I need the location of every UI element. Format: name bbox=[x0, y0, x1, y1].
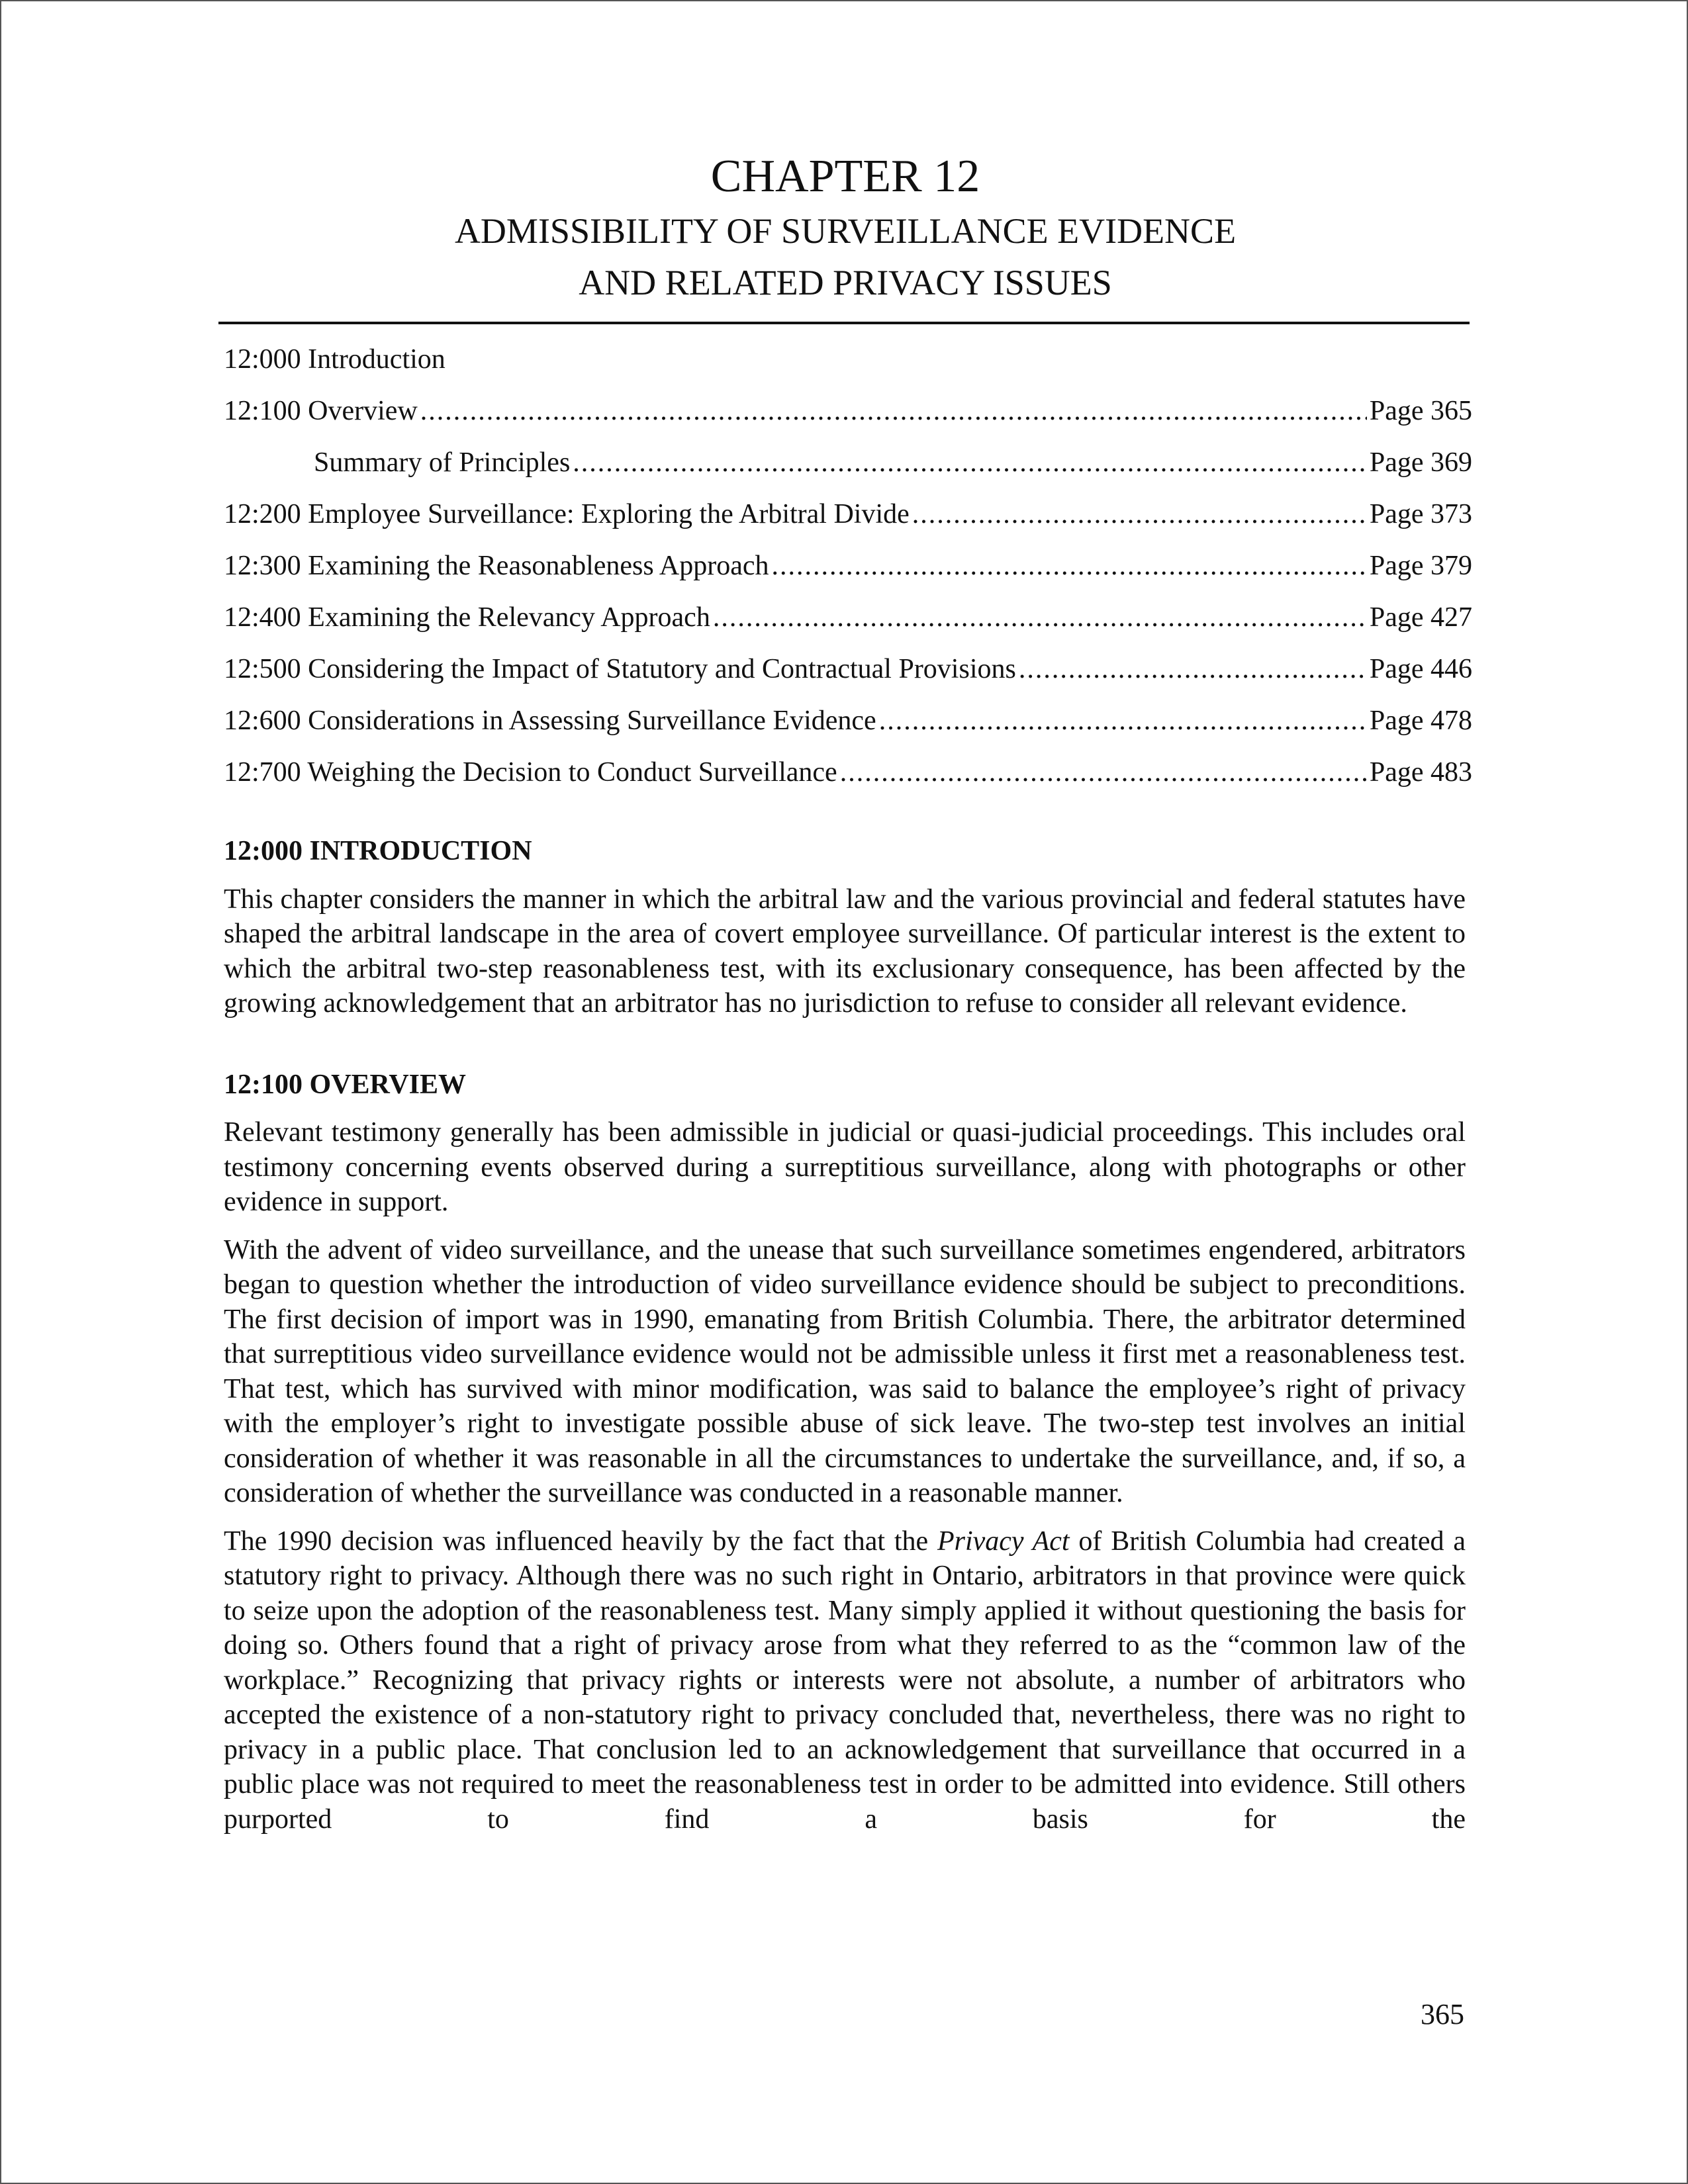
overview-paragraph-3 bbox=[224, 1524, 1466, 1837]
overview-paragraph-2: With the advent of video surveillance, and the unease that such surveillance sometimes engendered, arbitrators began to question whether the introduction of video surveillance evidence should be subject to preconditions. The first decision of import was in 1990, emanating from British Columbia. There, the arbitrator determined that surreptitious video surveillance evidence would not be admissible unless it first met a reasonableness test. That test, which has survived with minor modification, was said to balance the employee’s right of privacy with the employer’s right to investigate possible abuse of sick leave. The two-step test involves an initial consideration of whether it was reasonable in all the circumstances to undertake the surveillance, and, if so, a consideration of whether the surveillance was conducted in a reasonable manner. bbox=[224, 1234, 1466, 1508]
toc-entry-page: Page 369 bbox=[1369, 447, 1472, 478]
toc-entry-label: 12:700 Weighing the Decision to Conduct Surveillance bbox=[224, 757, 837, 788]
toc-entry-page: Page 483 bbox=[1369, 757, 1472, 788]
toc-entry-assessing-evidence[interactable] bbox=[224, 702, 1472, 753]
toc-entry-statutory-provisions[interactable] bbox=[224, 650, 1472, 702]
chapter-header bbox=[1, 148, 1688, 308]
chapter-title-line-1: ADMISSIBILITY OF SURVEILLANCE EVIDENCE bbox=[454, 211, 1237, 251]
toc-entry-page: Page 379 bbox=[1369, 551, 1472, 581]
toc-entry-label: 12:000 Introduction bbox=[224, 344, 445, 375]
toc-leader-dots bbox=[912, 495, 1367, 533]
paragraph-text: The 1990 decision was influenced heavily by the fact that the bbox=[224, 1525, 937, 1557]
toc-entry-summary-of-principles[interactable] bbox=[224, 443, 1472, 495]
toc-entry-label: Summary of Principles bbox=[314, 447, 571, 478]
toc-leader-dots bbox=[713, 598, 1367, 637]
toc-entry-introduction[interactable] bbox=[224, 340, 1472, 392]
toc-entry-page: Page 373 bbox=[1369, 499, 1472, 529]
toc-entry-label: 12:300 Examining the Reasonableness Approach bbox=[224, 551, 769, 581]
toc-entry-overview[interactable] bbox=[224, 392, 1472, 443]
toc-entry-arbitral-divide[interactable] bbox=[224, 495, 1472, 547]
toc-entry-label: 12:200 Employee Surveillance: Exploring the Arbitral Divide bbox=[224, 499, 910, 529]
statute-title: Privacy Act bbox=[937, 1525, 1070, 1557]
section-heading-introduction: 12:000 INTRODUCTION bbox=[224, 836, 532, 866]
toc-leader-dots bbox=[879, 702, 1367, 740]
toc-entry-label: 12:100 Overview bbox=[224, 396, 418, 426]
toc-leader-dots bbox=[772, 547, 1367, 585]
toc-leader-dots bbox=[573, 443, 1367, 482]
toc-entry-label: 12:400 Examining the Relevancy Approach bbox=[224, 602, 710, 633]
toc-entry-label: 12:500 Considering the Impact of Statutory and Contractual Provisions bbox=[224, 654, 1016, 684]
section-heading-overview: 12:100 OVERVIEW bbox=[224, 1069, 467, 1100]
toc-leader-dots bbox=[420, 392, 1367, 430]
overview-paragraph-1: Relevant testimony generally has been admissible in judicial or quasi-judicial proceedings. This includes oral testimony concerning events observed during a surreptitious surveillance, along with photographs or other evidence in support. bbox=[224, 1117, 1466, 1217]
toc-leader-dots bbox=[840, 753, 1367, 792]
toc-entry-page: Page 478 bbox=[1369, 705, 1472, 736]
toc-entry-label: 12:600 Considerations in Assessing Surveillance Evidence bbox=[224, 705, 876, 736]
page-number: 365 bbox=[1421, 1998, 1464, 2030]
header-divider bbox=[218, 322, 1470, 324]
document-body bbox=[224, 834, 1466, 1850]
toc-leader-dots bbox=[1019, 650, 1367, 688]
toc-entry-page: Page 446 bbox=[1369, 654, 1472, 684]
toc-entry-page: Page 365 bbox=[1369, 396, 1472, 426]
chapter-number: CHAPTER 12 bbox=[710, 151, 980, 202]
paragraph-text: of British Columbia had created a statutory right to privacy. Although there was no such right in Ontario, arbitrators in that province were quick to seize upon the adoption of the reasonableness test. Many simply applied it without questioning the basis for doing so. Others found that a right of privacy arose from what they referred to as the “common law of the workplace.” Recognizing that privacy rights or interests were not absolute, a number of arbitrators who accepted the existence of a non-statutory right to privacy concluded that, nevertheless, there was no right to privacy in a public place. That conclusion led to an acknowledgement that surveillance that occurred in a public place was not required to meet the reasonableness test in order to be admitted into evidence. Still others purported to find a basis for the bbox=[224, 1525, 1466, 1835]
toc-entry-decision-to-conduct[interactable] bbox=[224, 753, 1472, 805]
introduction-paragraph: This chapter considers the manner in which the arbitral law and the various provincial and federal statutes have shaped the arbitral landscape in the area of covert employee surveillance. Of particular interest is the extent to which the arbitral two-step reasonableness test, with its exclusionary consequence, has been affected by the growing acknowledgement that an arbitrator has no jurisdiction to refuse to consider all relevant evidence. bbox=[224, 884, 1466, 1019]
table-of-contents bbox=[224, 340, 1472, 805]
toc-entry-page: Page 427 bbox=[1369, 602, 1472, 633]
chapter-title-line-2: AND RELATED PRIVACY ISSUES bbox=[579, 263, 1112, 302]
toc-entry-reasonableness-approach[interactable] bbox=[224, 547, 1472, 598]
toc-entry-relevancy-approach[interactable] bbox=[224, 598, 1472, 650]
